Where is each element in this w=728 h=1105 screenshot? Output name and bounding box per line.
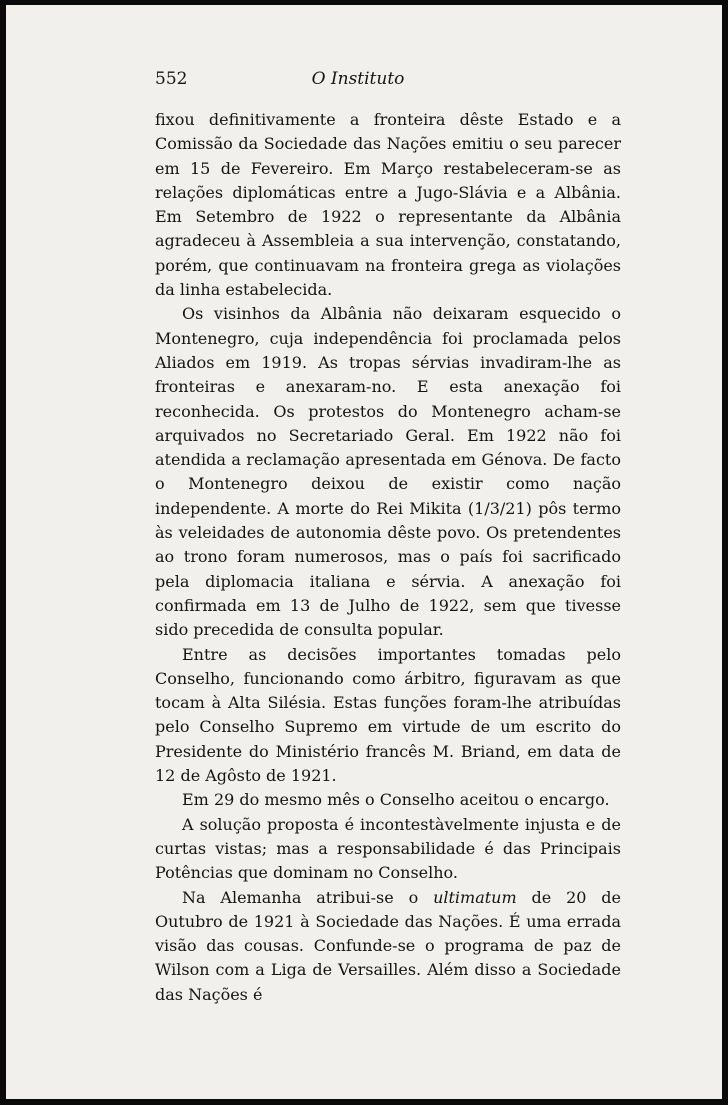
paragraph-6-start: Na Alemanha atribui-se o [182,887,434,907]
paragraph-4: Em 29 do mesmo mês o Conselho aceitou o encargo. [182,790,610,810]
body-text [155,108,621,1007]
paragraph-3: Entre as decisões importantes tomadas pelo Conselho, funcionando como árbitro, figuravam as que tocam à Alta Silésia. Estas funções foram-lhe atribuídas pelo Conselho Supremo em virtude de um escrito do Presidente do Ministério francês M. Briand, em data de 12 de Agôsto de 1921. [155,644,621,786]
page-header [6,69,722,91]
paragraph-6 [155,886,621,1007]
paragraph-5: A solução proposta é incontestàvelmente injusta e de curtas vistas; mas a responsabilidade é das Principais Potências que dominam no Conselho. [155,814,621,883]
paragraph-6-end: de 20 de Outubro de 1921 à Sociedade das Nações. É uma errada visão das cousas. Confunde-se o programa de paz de Wilson com a Liga de Versailles. Além disso a Sociedade das Nações é [155,887,621,1004]
book-page [6,5,722,1099]
page-number: 552 [155,69,188,89]
italic-term: ultimatum [433,887,517,907]
paragraph-2: Os visinhos da Albânia não deixaram esquecido o Montenegro, cuja independência foi proclamada pelos Aliados em 1919. As tropas sérvias invadiram-lhe as fronteiras e anexaram-no. E esta anexação foi reconhecida. Os protestos do Montenegro acham-se arquivados no Secretariado Geral. Em 1922 não foi atendida a reclamação apresentada em Génova. De facto o Montenegro deixou de existir como nação independente. A morte do Rei Mikita (1/3/21) pôs termo às veleidades de autonomia dêste povo. Os pretendentes ao trono foram numerosos, mas o país foi sacrificado pela diplomacia italiana e sérvia. A anexação foi confirmada em 13 de Julho de 1922, sem que tivesse sido precedida de consulta popular. [155,304,621,640]
running-title: O Instituto [311,69,405,89]
paragraph-1: fixou definitivamente a fronteira dêste Estado e a Comissão da Sociedade das Nações emitiu o seu parecer em 15 de Fevereiro. Em Março restabeleceram-se as relações diplomáticas entre a Jugo-Slávia e a Albânia. Em Setembro de 1922 o representante da Albânia agradeceu à Assembleia a sua intervenção, constatando, porém, que continuavam na fronteira grega as violações da linha estabelecida. [155,110,621,300]
